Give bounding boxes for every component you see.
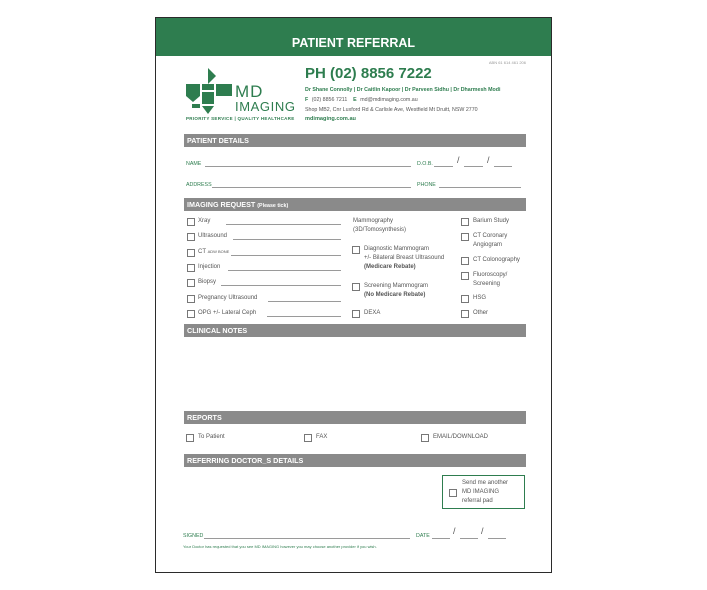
report-to-patient-checkbox[interactable] bbox=[186, 434, 194, 442]
tagline: PRIORITY SERVICE | QUALITY HEALTHCARE bbox=[186, 116, 295, 121]
ct-label-text: CT bbox=[198, 249, 206, 255]
other-checkbox[interactable] bbox=[461, 310, 469, 318]
imaging-request-note: (Please tick) bbox=[257, 203, 289, 209]
clinical-notes-area[interactable] bbox=[184, 338, 526, 410]
report-fax-label: FAX bbox=[316, 434, 328, 440]
website: mdimaging.com.au bbox=[305, 116, 356, 122]
send-referral-pad-line2: MD IMAGING bbox=[462, 489, 499, 495]
report-email-label: EMAIL/DOWNLOAD bbox=[433, 434, 489, 440]
ct-checkbox[interactable] bbox=[187, 249, 195, 257]
dexa-checkbox[interactable] bbox=[352, 310, 360, 318]
report-email-checkbox[interactable] bbox=[421, 434, 429, 442]
ct-note: ADW BONE bbox=[207, 249, 230, 254]
opg-checkbox[interactable] bbox=[187, 310, 195, 318]
form-title: PATIENT REFERRAL bbox=[291, 36, 416, 50]
referring-doctor-header bbox=[184, 454, 526, 467]
xray-checkbox[interactable] bbox=[187, 218, 195, 226]
xray-label: Xray bbox=[198, 218, 211, 224]
fluoroscopy-checkbox[interactable] bbox=[461, 272, 469, 280]
fax-prefix: F bbox=[305, 97, 309, 103]
barium-study-label: Barium Study bbox=[473, 218, 510, 224]
clinical-notes-title: CLINICAL NOTES bbox=[187, 326, 248, 335]
patient-details-title: PATIENT DETAILS bbox=[187, 136, 249, 145]
date-label: DATE bbox=[416, 533, 430, 539]
form-title-banner bbox=[156, 18, 551, 56]
name-label: NAME bbox=[186, 161, 202, 167]
barium-study-checkbox[interactable] bbox=[461, 218, 469, 226]
pregnancy-ultrasound-line bbox=[268, 301, 341, 302]
dob-label: D.O.B. bbox=[417, 161, 433, 167]
diagnostic-mammogram-checkbox[interactable] bbox=[352, 246, 360, 254]
screening-mammogram-label: Screening Mammogram bbox=[364, 283, 429, 289]
diagnostic-mammogram-label: Diagnostic Mammogram bbox=[364, 246, 430, 252]
name-field[interactable] bbox=[205, 166, 411, 167]
ct-coronary-checkbox[interactable] bbox=[461, 233, 469, 241]
biopsy-label: Biopsy bbox=[198, 279, 217, 285]
hsg-label: HSG bbox=[473, 295, 487, 301]
date-month-field[interactable] bbox=[460, 538, 478, 539]
ct-coronary-label: CT Coronary bbox=[473, 233, 508, 239]
email-address: md@mdimaging.com.au bbox=[360, 97, 418, 103]
ct-colonography-checkbox[interactable] bbox=[461, 257, 469, 265]
signed-label: SIGNED bbox=[183, 533, 204, 539]
referral-form: PATIENT REFERRAL ABN 61 614 461 206 MD IMAGING PRIORITY SERVICE | QUALITY HEALTHCARE PH (02) 8856 7222 Dr Shane Connolly | Dr Caitlin Kapoor | Dr Parveen Sidhu | Dr Dharmesh Modi F (02) 8856 7211 E md@mdimaging.com.au Shop MB2, Cnr Luxford Rd & Carlisle Ave, Westfield Mt Druitt, NSW 2770 mdimaging.com.au PATIENT DETAILS NAME D.O.B. / / ADDRESS PHONE IMAGING REQUEST (Please tick) Xray Ultrasound CT ADW BONE Injection Biopsy Pregnancy Ultrasound OPG +/- Lateral Ceph Mammography (3D/Tomosynthesis) Diagnostic Mammogram +/- Bilateral Breast Ultrasound (Medicare Rebate) Screening Mammogram (No Medicare Rebate) DEXA Barium Study CT Coronary Angiogram CT Colonography Fluoroscopy/ Screening HSG Other CLINICAL NOTES REPORTS To Patient FAX EMAIL/DOWNLOAD REFERRING DOCTOR_S DETAILS Send me another MD IMAGING referral pad SIGNED DATE / / Your Doctor has requested that you see MD IMAGING however you may choose another provider if you wish. bbox=[155, 17, 552, 573]
phone-label: PHONE bbox=[417, 182, 436, 188]
mammography-title: Mammography bbox=[353, 218, 394, 224]
biopsy-line bbox=[221, 285, 341, 286]
reports-header bbox=[184, 411, 526, 424]
injection-label: Injection bbox=[198, 264, 221, 270]
send-referral-pad-line1: Send me another bbox=[462, 480, 509, 486]
diagnostic-mammogram-line2: +/- Bilateral Breast Ultrasound bbox=[364, 255, 445, 261]
clinical-notes-header bbox=[184, 324, 526, 337]
dexa-label: DEXA bbox=[364, 310, 381, 316]
date-year-field[interactable] bbox=[488, 538, 506, 539]
xray-line bbox=[226, 224, 341, 225]
fluoroscopy-label: Fluoroscopy/ bbox=[473, 272, 508, 278]
imaging-request-title: IMAGING REQUEST bbox=[187, 200, 256, 209]
biopsy-checkbox[interactable] bbox=[187, 279, 195, 287]
phone-heading: PH (02) 8856 7222 bbox=[305, 65, 432, 82]
mammography-subtitle: (3D/Tomosynthesis) bbox=[353, 227, 407, 233]
send-referral-pad-line3: referral pad bbox=[462, 498, 493, 504]
footnote: Your Doctor has requested that you see MD IMAGING however you may choose another provider if you wish. bbox=[183, 544, 377, 549]
report-fax-checkbox[interactable] bbox=[304, 434, 312, 442]
referring-doctor-title: REFERRING DOCTOR_S DETAILS bbox=[187, 456, 304, 465]
pregnancy-ultrasound-checkbox[interactable] bbox=[187, 295, 195, 303]
pregnancy-ultrasound-label: Pregnancy Ultrasound bbox=[198, 295, 258, 301]
logo-cross-icon bbox=[186, 68, 234, 118]
fluoroscopy-label-2: Screening bbox=[473, 281, 501, 287]
diagnostic-mammogram-note: (Medicare Rebate) bbox=[364, 264, 416, 270]
ultrasound-checkbox[interactable] bbox=[187, 233, 195, 241]
fax-email-line bbox=[305, 97, 418, 103]
reports-title: REPORTS bbox=[187, 413, 222, 422]
doctors-list: Dr Shane Connolly | Dr Caitlin Kapoor | Dr Parveen Sidhu | Dr Dharmesh Modi bbox=[305, 87, 501, 93]
send-referral-pad-checkbox[interactable] bbox=[449, 489, 457, 497]
ultrasound-line bbox=[233, 239, 341, 240]
phone-field[interactable] bbox=[439, 187, 521, 188]
dob-year-field[interactable] bbox=[494, 166, 512, 167]
date-day-field[interactable] bbox=[432, 538, 450, 539]
ct-coronary-label-2: Angiogram bbox=[473, 242, 503, 248]
patient-details-header bbox=[184, 134, 526, 147]
imaging-request-header bbox=[184, 198, 526, 211]
screening-mammogram-checkbox[interactable] bbox=[352, 283, 360, 291]
email-prefix: E bbox=[353, 97, 357, 103]
clinic-address: Shop MB2, Cnr Luxford Rd & Carlisle Ave, Westfield Mt Druitt, NSW 2770 bbox=[305, 107, 478, 113]
logo-imaging-text: IMAGING bbox=[235, 99, 296, 114]
dob-day-field[interactable] bbox=[434, 166, 453, 167]
ct-label bbox=[198, 248, 229, 257]
ultrasound-label: Ultrasound bbox=[198, 233, 228, 239]
injection-line bbox=[228, 270, 341, 271]
fax-number: (02) 8856 7211 bbox=[311, 97, 348, 103]
address-field[interactable] bbox=[212, 187, 411, 188]
screening-mammogram-note: (No Medicare Rebate) bbox=[364, 292, 426, 298]
ct-line bbox=[231, 255, 341, 256]
opg-label: OPG +/- Lateral Ceph bbox=[198, 310, 257, 316]
opg-line bbox=[267, 316, 341, 317]
address-label: ADDRESS bbox=[186, 182, 212, 188]
hsg-checkbox[interactable] bbox=[461, 295, 469, 303]
report-to-patient-label: To Patient bbox=[198, 434, 225, 440]
abn-number: ABN 61 614 461 206 bbox=[488, 60, 526, 65]
ct-colonography-label: CT Colonography bbox=[473, 257, 520, 263]
signature-field[interactable] bbox=[204, 538, 410, 539]
logo-md-text: MD bbox=[235, 82, 264, 101]
dob-month-field[interactable] bbox=[464, 166, 483, 167]
injection-checkbox[interactable] bbox=[187, 264, 195, 272]
other-label: Other bbox=[473, 310, 489, 316]
